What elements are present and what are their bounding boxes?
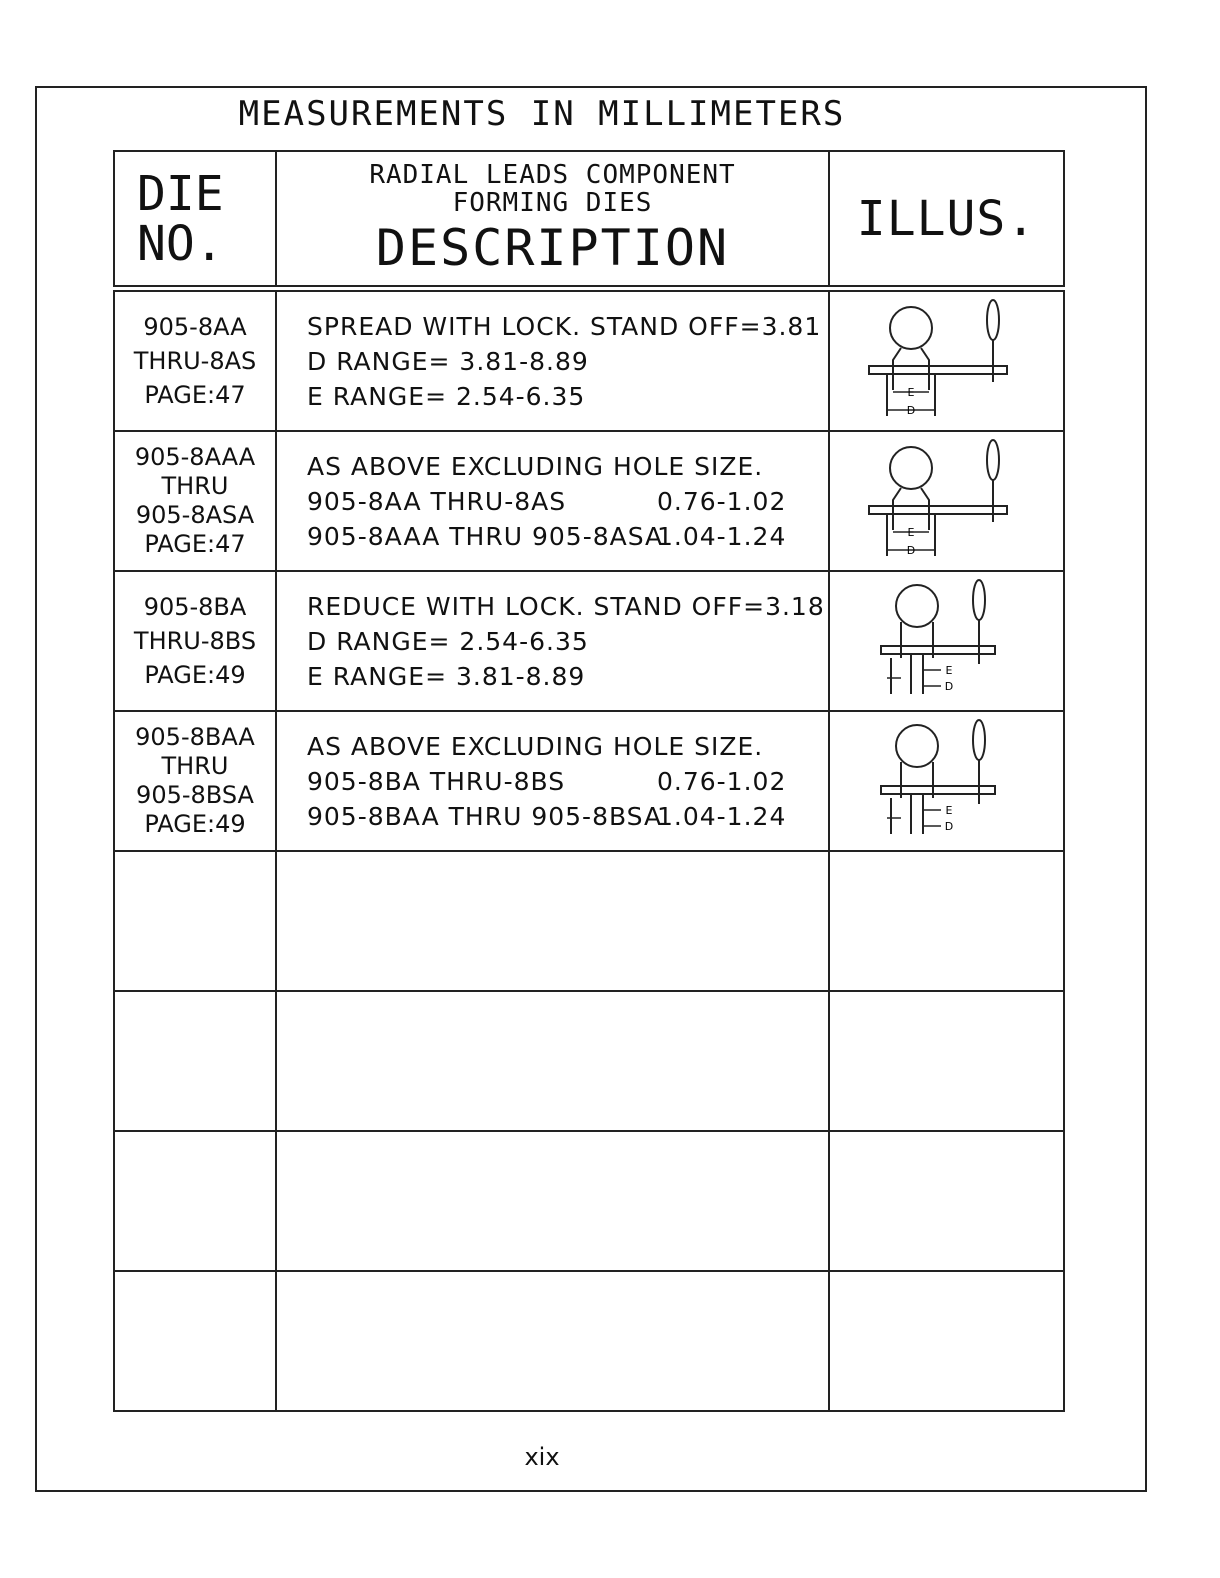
empty-table-row [114, 991, 1064, 1131]
die-no-cell: 905-8BA THRU-8BS PAGE:49 [114, 571, 276, 711]
die-table [113, 150, 1065, 1412]
empty-cell [276, 851, 829, 991]
empty-table-row [114, 1271, 1064, 1411]
e-label: E [907, 386, 914, 399]
die-no-cell: 905-8AAA THRU 905-8ASA PAGE:47 [114, 431, 276, 571]
illus-cell [829, 711, 1064, 851]
hole-size-pair: 905-8BA THRU-8BS 0.76-1.02 [307, 766, 787, 796]
reduce-lead-diagram-icon [867, 578, 1027, 700]
illus-header: ILLUS. [829, 151, 1064, 289]
empty-table-row [114, 851, 1064, 991]
table-row [114, 289, 1064, 432]
empty-cell [829, 991, 1064, 1131]
empty-cell [114, 1131, 276, 1271]
d-label: D [906, 544, 915, 557]
description-cell: REDUCE WITH LOCK. STAND OFF=3.18 D RANGE= 2.54-6.35 E RANGE= 3.81-8.89 [276, 571, 829, 711]
die-no-header: DIE NO. [114, 151, 276, 289]
e-label: E [907, 526, 914, 539]
e-label: E [945, 664, 952, 677]
description-cell: SPREAD WITH LOCK. STAND OFF=3.81 D RANGE= 3.81-8.89 E RANGE= 2.54-6.35 [276, 289, 829, 432]
d-label: D [944, 680, 953, 693]
spread-lead-diagram-icon [867, 438, 1027, 560]
hole-size-pair: 905-8AA THRU-8AS 0.76-1.02 [307, 486, 787, 516]
d-label: D [906, 404, 915, 417]
description-cell: AS ABOVE EXCLUDING HOLE SIZE. 905-8AA THRU-8AS 0.76-1.02 905-8AAA THRU 905-8ASA 1.04-1.24 [276, 431, 829, 571]
description-cell: AS ABOVE EXCLUDING HOLE SIZE. 905-8BA THRU-8BS 0.76-1.02 905-8BAA THRU 905-8BSA 1.04-1.24 [276, 711, 829, 851]
description-header: RADIAL LEADS COMPONENT FORMING DIES DESCRIPTION [276, 151, 829, 289]
empty-cell [114, 1271, 276, 1411]
table-row [114, 571, 1064, 711]
empty-cell [829, 1131, 1064, 1271]
empty-cell [276, 1131, 829, 1271]
illus-cell [829, 431, 1064, 571]
hole-size-pair: 905-8BAA THRU 905-8BSA 1.04-1.24 [307, 801, 787, 831]
die-no-cell: 905-8AA THRU-8AS PAGE:47 [114, 289, 276, 432]
reduce-lead-diagram-icon [867, 718, 1027, 840]
e-label: E [945, 804, 952, 817]
hole-size-pair: 905-8AAA THRU 905-8ASA 1.04-1.24 [307, 521, 787, 551]
empty-cell [276, 1271, 829, 1411]
table-row [114, 431, 1064, 571]
empty-cell [829, 851, 1064, 991]
table-header-row [114, 151, 1064, 289]
empty-table-row [114, 1131, 1064, 1271]
empty-cell [829, 1271, 1064, 1411]
page-number: xix [524, 1443, 560, 1471]
table-row [114, 711, 1064, 851]
die-no-cell: 905-8BAA THRU 905-8BSA PAGE:49 [114, 711, 276, 851]
empty-cell [276, 991, 829, 1131]
d-label: D [944, 820, 953, 833]
spread-lead-diagram-icon [867, 298, 1027, 420]
empty-cell [114, 851, 276, 991]
illus-cell [829, 289, 1064, 432]
page-title: MEASUREMENTS IN MILLIMETERS [238, 94, 846, 134]
illus-cell [829, 571, 1064, 711]
empty-cell [114, 991, 276, 1131]
